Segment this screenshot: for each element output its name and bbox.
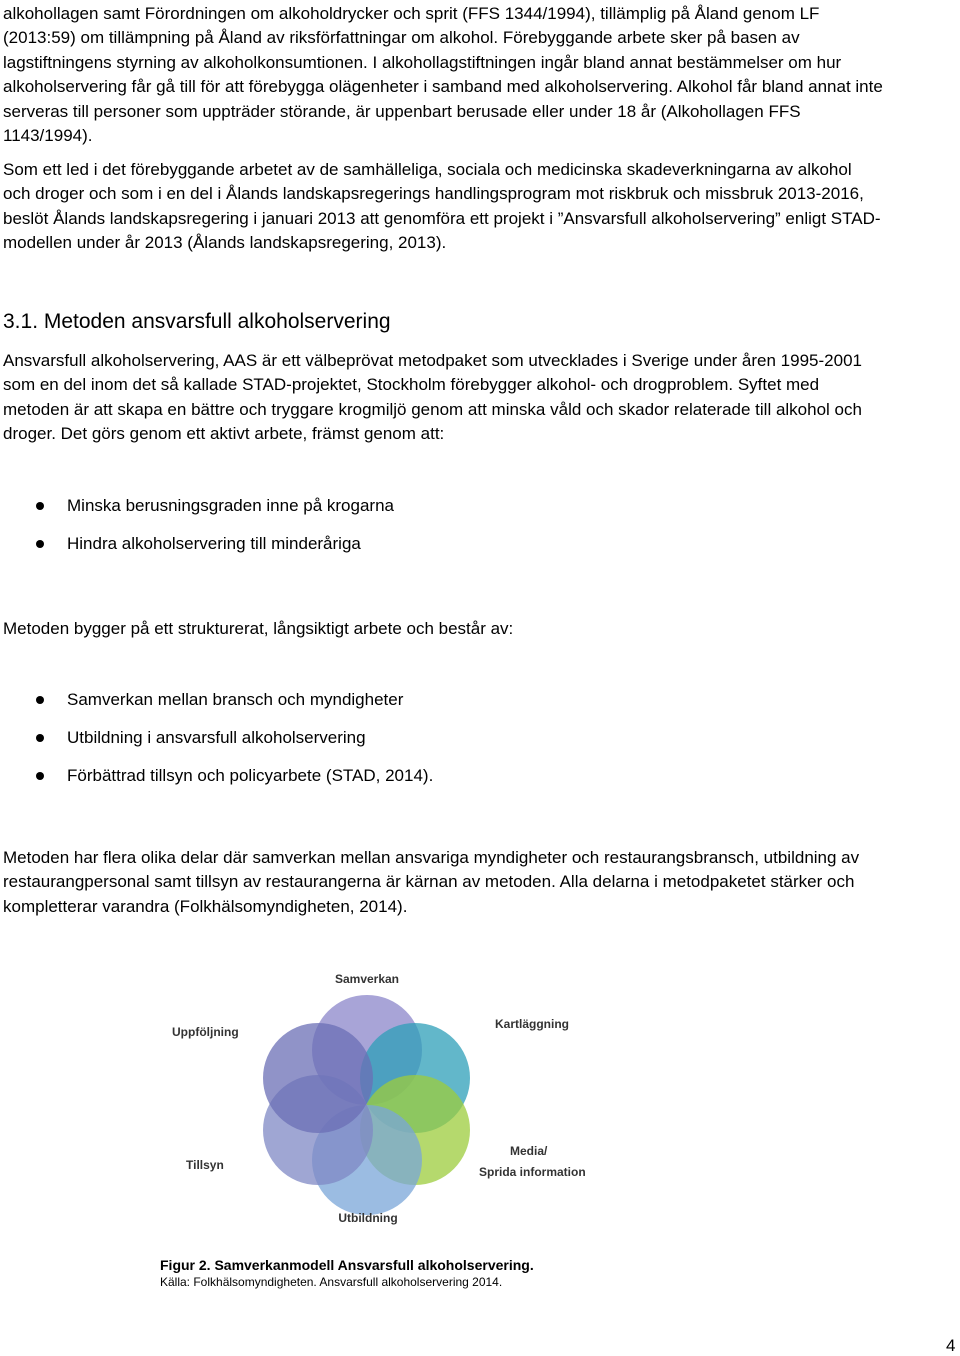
list-item <box>0 764 433 802</box>
list-item <box>0 494 394 532</box>
list-item-text: Utbildning i ansvarsfull alkoholservering <box>67 728 366 747</box>
paragraph-method-structure: Metoden bygger på ett strukturerat, långsiktigt arbete och består av: <box>3 619 514 638</box>
paragraph-method-parts: Metoden har flera olika delar där samverkan mellan ansvariga myndigheter och restaurangsbransch, utbildning av restaurangpersonal samt tillsyn av restaurangerna är kärnan av metoden. Alla delarna i metodpaketet stärker och kompletterar varandra (Folkhälsomyndigheten, 2014). <box>3 848 860 916</box>
bullet-icon <box>36 540 44 548</box>
label-samverkan: Samverkan <box>334 972 400 986</box>
bullet-icon <box>36 696 44 704</box>
section-heading: 3.1. Metoden ansvarsfull alkoholservering <box>3 310 391 333</box>
venn-circles <box>263 995 470 1215</box>
page-number: 4 <box>946 1336 956 1355</box>
list-item-text: Hindra alkoholservering till minderåriga <box>67 534 361 553</box>
paragraph-method-description: Ansvarsfull alkoholservering, AAS är ett välbeprövat metodpaket som utvecklades i Sverige under åren 1995-2001 som en del inom det så kallade STAD-projektet, Stockholm förebygger alkohol- och drogproblem. Syftet med metoden är att skapa en bättre och tryggare krogmiljö genom att minska våld och skador relaterade till alkohol och droger. Det görs genom ett aktivt arbete, främst genom att: <box>3 351 862 444</box>
list-item-text: Samverkan mellan bransch och myndigheter <box>67 690 404 709</box>
caption-title: Figur 2. Samverkanmodell Ansvarsfull alkoholservering. <box>160 1257 534 1273</box>
list-item <box>0 532 394 570</box>
caption-source: Källa: Folkhälsomyndigheten. Ansvarsfull alkoholservering 2014. <box>160 1275 503 1289</box>
label-tillsyn: Tillsyn <box>186 1158 224 1172</box>
label-uppfoljning: Uppföljning <box>172 1025 239 1039</box>
label-sprida-information: Sprida information <box>479 1165 586 1179</box>
venn-diagram <box>150 965 610 1230</box>
figure-caption <box>160 1256 534 1291</box>
parts-bullet-list <box>0 688 433 802</box>
bullet-icon <box>36 734 44 742</box>
label-kartlaggning: Kartläggning <box>495 1017 569 1031</box>
list-item <box>0 726 433 764</box>
label-media: Media/ <box>510 1144 548 1158</box>
goals-bullet-list <box>0 494 394 570</box>
bullet-icon <box>36 772 44 780</box>
list-item <box>0 688 433 726</box>
paragraph-alcohol-law: alkohollagen samt Förordningen om alkoholdrycker och sprit (FFS 1344/1994), tillämplig på Åland genom LF (2013:59) om tillämpning på Åland av riksförfattningar om alkohol. Förebyggande arbete sker på basen av lagstiftningens styrning av alkoholkonsumtionen. I alkohollagstiftningen ingår bland annat bestämmelser om hur alkoholservering får gå till för att förebygga olägenheter i samband med alkoholservering. Alkohol får bland annat inte serveras till personer som uppträder störande, är uppenbart berusade eller under 18 år (Alkohollagen FFS 1143/1994). <box>3 4 883 146</box>
circle-uppfoljning <box>263 1023 373 1133</box>
paragraph-project-background: Som ett led i det förebyggande arbetet av de samhälleliga, sociala och medicinska skadeverkningarna av alkohol och droger och som i en del i Ålands landskapsregerings handlingsprogram mot riskbruk och missbruk 2013-2016, beslöt Ålands landskapsregering i januari 2013 att genomföra ett projekt i ”Ansvarsfull alkoholservering” enligt STAD-modellen under år 2013 (Ålands landskapsregering, 2013). <box>3 160 881 253</box>
label-utbildning: Utbildning <box>338 1211 398 1225</box>
list-item-text: Minska berusningsgraden inne på krogarna <box>67 496 394 515</box>
list-item-text: Förbättrad tillsyn och policyarbete (STAD, 2014). <box>67 766 434 785</box>
collaboration-model-diagram <box>150 965 610 1230</box>
bullet-icon <box>36 502 44 510</box>
